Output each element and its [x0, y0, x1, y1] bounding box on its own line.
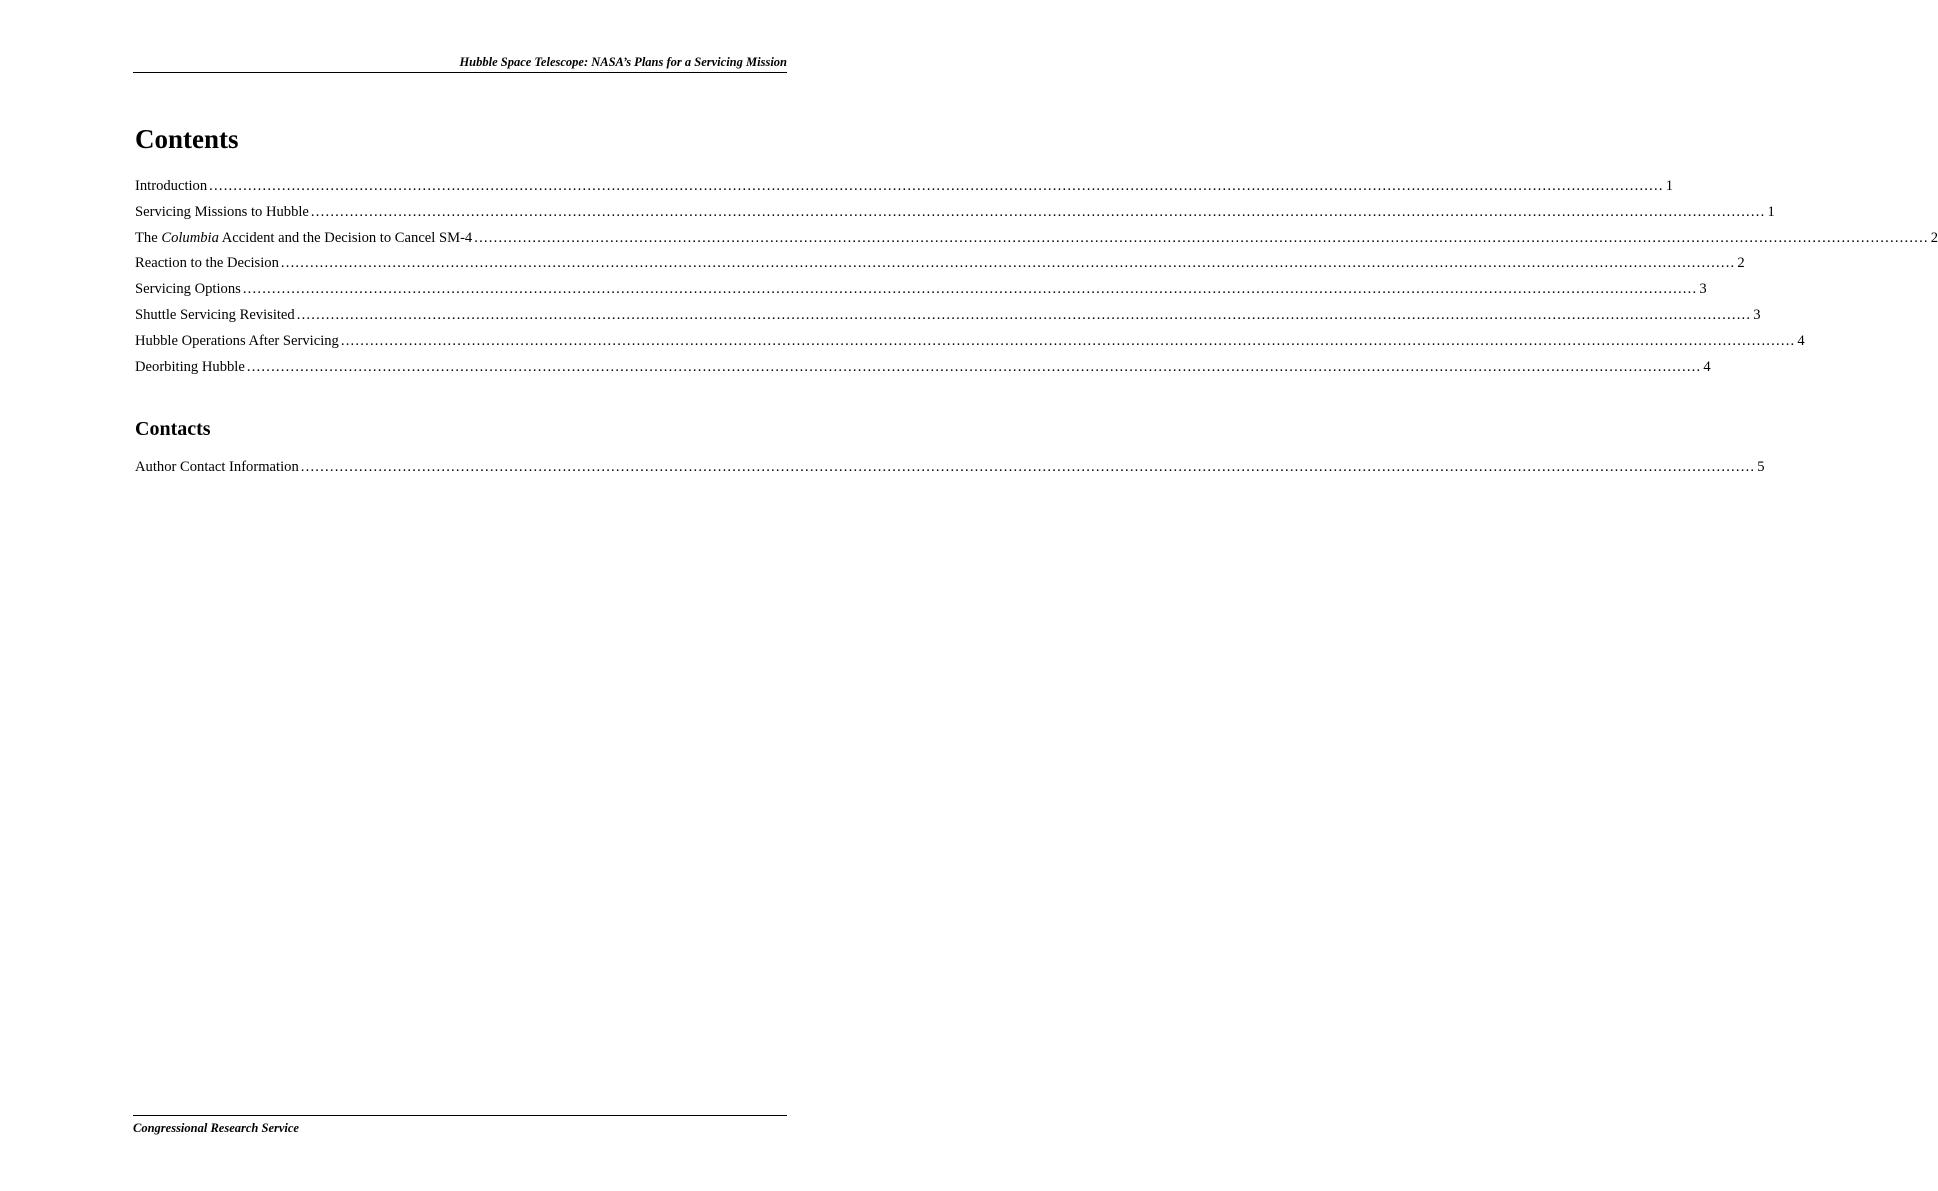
toc-leader-dots: ............................................................................................................................................................................................................................................................................................................ — [340, 332, 1796, 349]
toc-entry[interactable] — [135, 202, 1775, 228]
toc-leader-dots: ............................................................................................................................................................................................................................................................................................................ — [310, 203, 1766, 220]
toc-label-part: Accident and the Decision to Cancel SM-4 — [218, 229, 473, 246]
toc-entry-page: 5 — [1757, 459, 1765, 475]
toc-entry-page: 1 — [1767, 203, 1775, 220]
toc-entry-page: 1 — [1665, 178, 1673, 194]
toc-entry-label: Hubble Operations After Servicing — [135, 332, 339, 349]
toc-entry-label: Servicing Options — [135, 281, 241, 298]
page-footer: Congressional Research Service — [133, 1115, 787, 1136]
toc-label-part: The — [135, 229, 162, 246]
toc-entry-page: 4 — [1703, 358, 1711, 375]
toc-leader-dots: ............................................................................................................................................................................................................................................................................................................ — [209, 178, 1664, 194]
contacts-list — [135, 457, 1765, 483]
toc-entry-label: Reaction to the Decision — [135, 255, 279, 272]
toc-entry-label: Introduction — [135, 178, 208, 194]
toc-entry-label: Servicing Missions to Hubble — [135, 203, 309, 220]
toc-leader-dots: ............................................................................................................................................................................................................................................................................................................ — [296, 306, 1752, 323]
toc-entry[interactable] — [135, 331, 1805, 357]
toc-entry-label: Shuttle Servicing Revisited — [135, 306, 295, 323]
toc-entry-page: 2 — [1930, 229, 1938, 246]
toc-entry-label: Author Contact Information — [135, 459, 299, 475]
toc-entry[interactable] — [135, 176, 1673, 202]
toc-entry-page: 2 — [1737, 255, 1745, 272]
running-header: Hubble Space Telescope: NASA’s Plans for a Servicing Mission — [133, 55, 787, 73]
toc-leader-dots: ............................................................................................................................................................................................................................................................................................................ — [280, 255, 1736, 272]
toc-entry[interactable] — [135, 305, 1761, 331]
toc-label-italic-part: Columbia — [161, 229, 219, 246]
toc-entry[interactable] — [135, 279, 1707, 305]
table-of-contents — [135, 176, 1938, 382]
toc-entry-page: 3 — [1753, 306, 1761, 323]
toc-leader-dots: ............................................................................................................................................................................................................................................................................................................ — [474, 229, 1929, 246]
toc-entry[interactable] — [135, 228, 1938, 254]
toc-leader-dots: ............................................................................................................................................................................................................................................................................................................ — [300, 459, 1756, 475]
toc-entry-label — [135, 228, 472, 248]
contacts-heading: Contacts — [135, 418, 211, 440]
toc-entry-page: 3 — [1699, 281, 1707, 298]
toc-entry[interactable] — [135, 253, 1745, 279]
toc-entry-page: 4 — [1797, 332, 1805, 349]
toc-leader-dots: ............................................................................................................................................................................................................................................................................................................ — [246, 358, 1702, 375]
toc-entry[interactable] — [135, 457, 1765, 483]
contents-heading: Contents — [135, 124, 239, 154]
toc-leader-dots: ............................................................................................................................................................................................................................................................................................................ — [242, 281, 1698, 298]
toc-entry-label: Deorbiting Hubble — [135, 358, 245, 375]
toc-entry[interactable] — [135, 357, 1711, 383]
